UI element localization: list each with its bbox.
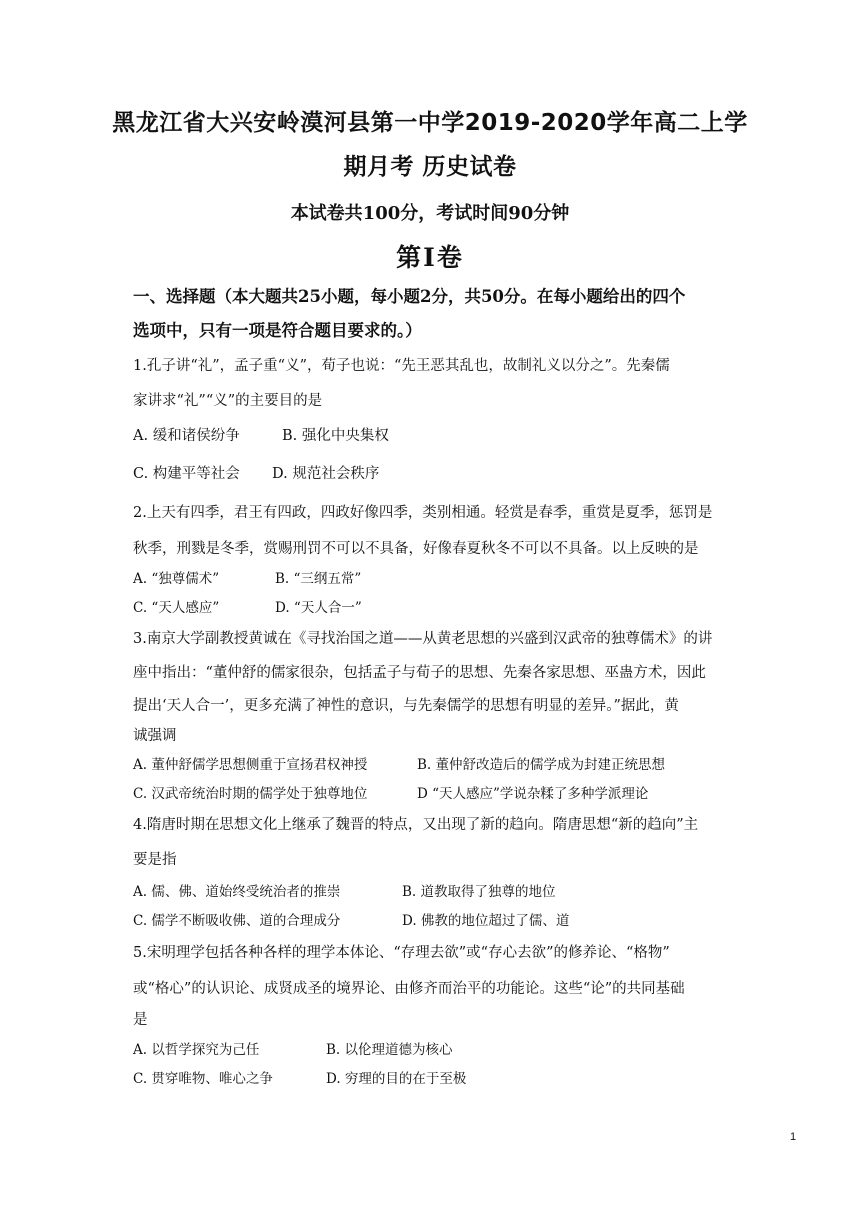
- question-1-option-b: B. 强化中央集权: [282, 428, 389, 444]
- exam-title-line2: 期月考 历史试卷: [343, 154, 517, 180]
- question-2-option-a: A. “独尊儒术”: [133, 571, 220, 587]
- question-1-option-c: C. 构建平等社会: [133, 466, 240, 482]
- question-1-option-a: A. 缓和诸侯纷争: [133, 428, 240, 444]
- section-heading-line2: 选项中，只有一项是符合题目要求的。）: [133, 321, 422, 340]
- question-3-line-1: 3.南京大学副教授黄诚在《寻找治国之道——从黄老思想的兴盛到汉武帝的独尊儒术》的讲: [133, 631, 713, 647]
- question-4-option-b: B. 道教取得了独尊的地位: [402, 884, 556, 900]
- question-4-option-a: A. 儒、佛、道始终受统治者的推崇: [133, 884, 341, 900]
- question-3-option-b: B. 董仲舒改造后的儒学成为封建正统思想: [417, 757, 666, 773]
- question-4-line-1: 4.隋唐时期在思想文化上继承了魏晋的特点，又出现了新的趋向。隋唐思想“新的趋向”主: [133, 817, 699, 833]
- question-3-line-4: 诚强调: [133, 728, 177, 744]
- exam-subtitle: 本试卷共100分，考试时间90分钟: [290, 203, 570, 224]
- section-heading-line1: 一、选择题（本大题共25小题，每小题2分，共50分。在每小题给出的四个: [133, 287, 686, 306]
- question-1-option-d: D. 规范社会秩序: [272, 466, 380, 482]
- question-2-line-1: 2.上天有四季，君王有四政，四政好像四季，类别相通。轻赏是春季，重赏是夏季，惩罚是: [133, 505, 713, 521]
- question-5-option-d: D. 穷理的目的在于至极: [326, 1071, 467, 1087]
- question-4-line-2: 要是指: [133, 852, 177, 868]
- question-5-line-1: 5.宋明理学包括各种各样的理学本体论、“存理去欲”或“存心去欲”的修养论、“格物”: [133, 945, 670, 961]
- question-5-line-2: 或“格心”的认识论、成贤成圣的境界论、由修齐而治平的功能论。这些“论”的共同基础: [133, 981, 685, 997]
- question-3-option-c: C. 汉武帝统治时期的儒学处于独尊地位: [133, 786, 368, 802]
- question-3-line-3: 提出‘天人合一’，更多充满了神性的意识，与先秦儒学的思想有明显的差异。”据此，黄: [133, 698, 679, 714]
- question-5-option-b: B. 以伦理道德为核心: [326, 1042, 453, 1058]
- question-1-line-2: 家讲求“礼”“义”的主要目的是: [133, 393, 323, 409]
- question-5-option-a: A. 以哲学探究为己任: [133, 1042, 260, 1058]
- question-2-option-c: C. “天人感应”: [133, 600, 220, 616]
- question-3-line-2: 座中指出：“董仲舒的儒家很杂，包括孟子与荀子的思想、先秦各家思想、巫蛊方术，因此: [133, 665, 706, 681]
- question-1-line-1: 1.孔子讲“礼”，孟子重“义”，荀子也说：“先王恶其乱也，故制礼义以分之”。先秦儒: [133, 358, 670, 374]
- question-3-option-d: D “天人感应”学说杂糅了多种学派理论: [417, 786, 649, 802]
- question-2-option-b: B. “三纲五常”: [275, 571, 362, 587]
- question-5-line-3: 是: [133, 1012, 148, 1028]
- volume-heading: 第Ⅰ卷: [396, 243, 464, 272]
- exam-title-line1: 黑龙江省大兴安岭漠河县第一中学2019-2020学年高二上学: [112, 110, 748, 136]
- question-4-option-c: C. 儒学不断吸收佛、道的合理成分: [133, 913, 341, 929]
- question-3-option-a: A. 董仲舒儒学思想侧重于宣扬君权神授: [133, 757, 368, 773]
- question-2-line-2: 秋季，刑戮是冬季，赏赐刑罚不可以不具备，好像春夏秋冬不可以不具备。以上反映的是: [133, 541, 699, 557]
- section-heading: [133, 280, 733, 348]
- page-number: 1: [790, 1131, 797, 1143]
- question-5-option-c: C. 贯穿唯物、唯心之争: [133, 1071, 273, 1087]
- question-4-option-d: D. 佛教的地位超过了儒、道: [402, 913, 570, 929]
- question-2-option-d: D. “天人合一”: [275, 600, 362, 616]
